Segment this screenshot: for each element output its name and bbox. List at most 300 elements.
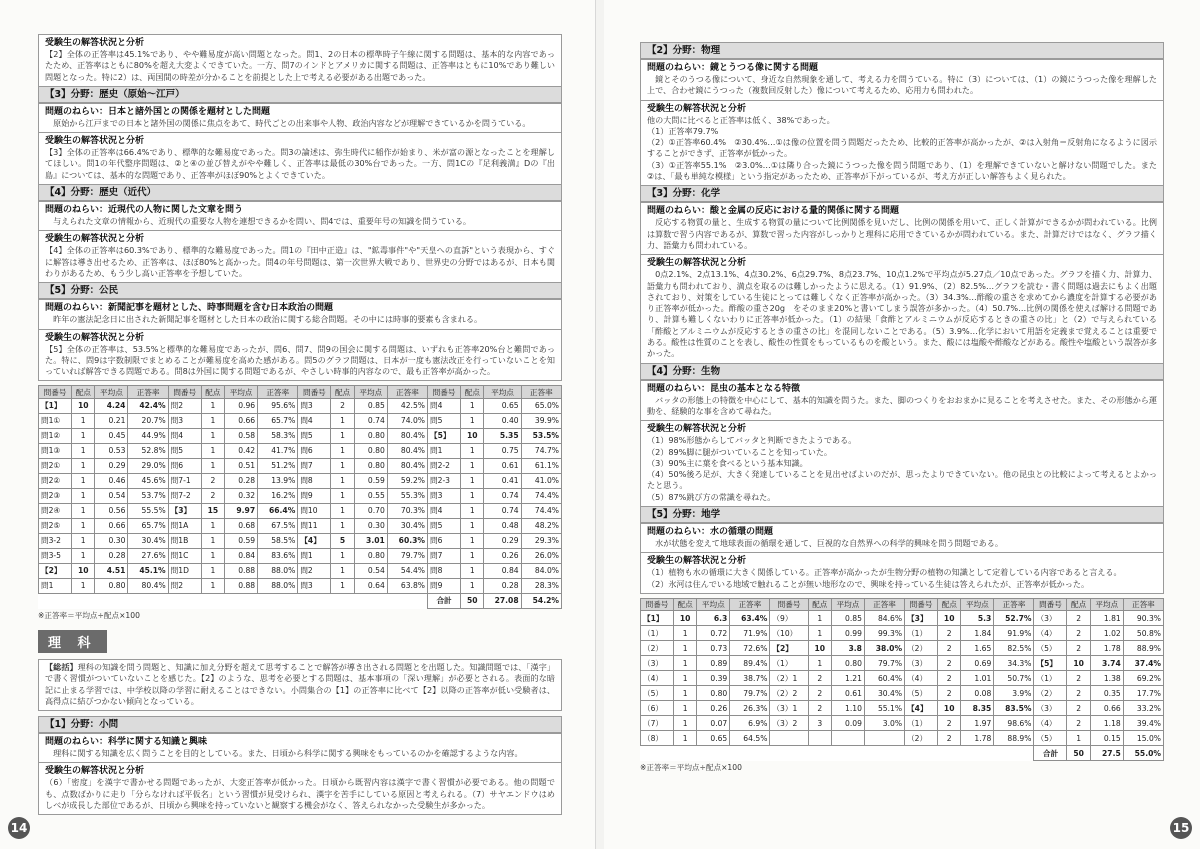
table-cell: 0.88 <box>225 578 258 593</box>
table-cell: 0.61 <box>831 686 864 701</box>
table-cell: 1 <box>461 488 484 503</box>
table-cell: 10 <box>72 563 95 578</box>
table-cell: 50.7% <box>994 671 1034 686</box>
table-cell: 問7 <box>298 458 331 473</box>
table-cell: 10 <box>1067 656 1090 671</box>
column-header: 配点 <box>201 386 224 399</box>
analysis-text: 【2】全体の正答率は45.1%であり、やや難易度が高い問題となった。問1、2の日本の標準時子午線に関する問題は、基本的な内容であったため、正答率はともに80%を超え大変よくできていた。一方、問7のインドとアメリカに関する問題は、正答率はともに10%であり難しい問題となった。特に2）は、両国間の時差が分かることを前提とした上で考える必要がある出題であった。 <box>45 49 555 82</box>
table-cell: （8） <box>641 731 674 746</box>
table-cell: 問4 <box>428 398 461 413</box>
table-cell: 1 <box>72 413 95 428</box>
section-heading: 【5】分野：地学 <box>640 507 1164 523</box>
table-cell: 13.9% <box>258 473 298 488</box>
table-cell: 1 <box>461 578 484 593</box>
table-cell: 84.6% <box>864 611 904 626</box>
table-cell: 70.3% <box>387 503 427 518</box>
page-number: 14 <box>8 817 30 839</box>
table-cell: 95.6% <box>258 398 298 413</box>
table-cell: 66.4% <box>258 503 298 518</box>
table-cell: 3.8 <box>831 641 864 656</box>
total-cell: 合計 <box>428 593 461 608</box>
table-cell <box>770 731 808 746</box>
empty-cell <box>864 746 904 761</box>
table-cell: 84.0% <box>521 563 561 578</box>
table-cell: 2 <box>938 626 961 641</box>
table-cell: 2 <box>331 398 354 413</box>
table-cell: 1 <box>461 473 484 488</box>
analysis-box <box>38 231 562 283</box>
table-cell: 問3 <box>428 488 461 503</box>
table-cell: 1 <box>201 443 224 458</box>
analysis-title: 受験生の解答状況と分析 <box>45 234 145 245</box>
table-cell: 2 <box>808 671 831 686</box>
section-heading: 【1】分野：小問 <box>38 716 562 733</box>
table-cell: 41.7% <box>258 443 298 458</box>
table-cell: 0.28 <box>484 578 521 593</box>
table-cell: 2 <box>1067 641 1090 656</box>
aim-text: 原始から江戸までの日本と諸外国の関係に焦点をあて、時代ごとの出来事や人物、政治内容などが理解できているかを問うている。 <box>53 117 531 128</box>
right-page <box>604 0 1200 849</box>
aim-title: 問題のねらい：日本と諸外国との関係を題材とした問題 <box>45 106 271 117</box>
total-cell: 合計 <box>1034 746 1067 761</box>
table-cell: （4） <box>1034 626 1067 641</box>
table-cell: 0.61 <box>484 458 521 473</box>
empty-cell <box>39 593 72 608</box>
table-row <box>39 473 562 488</box>
table-cell: 問2-2 <box>428 458 461 473</box>
table-cell: 5.35 <box>484 428 521 443</box>
table-cell: 1 <box>674 686 697 701</box>
empty-cell <box>128 593 168 608</box>
table-cell <box>831 731 864 746</box>
empty-cell <box>95 593 128 608</box>
analysis-title: 受験生の解答状況と分析 <box>647 103 747 114</box>
table-cell: 問3 <box>298 578 331 593</box>
table-cell: 5 <box>331 533 354 548</box>
table-cell: 問1 <box>298 548 331 563</box>
table-cell: 1 <box>461 458 484 473</box>
table-row <box>641 611 1164 626</box>
table-cell: 1 <box>808 626 831 641</box>
empty-cell <box>331 593 354 608</box>
aim-box <box>38 299 562 329</box>
table-cell: 1 <box>674 731 697 746</box>
table-cell: 0.51 <box>225 458 258 473</box>
aim-title: 問題のねらい：水の循環の問題 <box>647 527 774 538</box>
table-cell: 4.51 <box>95 563 128 578</box>
table-cell: 38.7% <box>730 671 770 686</box>
table-cell: （4） <box>1034 716 1067 731</box>
table-cell: 1 <box>331 503 354 518</box>
table-cell: 1 <box>201 548 224 563</box>
table-cell: （6） <box>641 701 674 716</box>
table-cell: （2）1 <box>770 671 808 686</box>
analysis-title: 受験生の解答状況と分析 <box>45 332 145 343</box>
table-cell: 8.35 <box>961 701 994 716</box>
table-row <box>39 548 562 563</box>
table-cell: 0.42 <box>225 443 258 458</box>
table-cell: 0.99 <box>831 626 864 641</box>
table-cell: 問3 <box>168 413 201 428</box>
empty-cell <box>938 746 961 761</box>
table-cell: 3.9% <box>994 686 1034 701</box>
table-cell: 2 <box>201 488 224 503</box>
table-cell: 【5】 <box>1034 656 1067 671</box>
table-row <box>39 578 562 593</box>
table-cell: 0.07 <box>697 716 730 731</box>
table-cell: 問1③ <box>39 443 72 458</box>
empty-cell <box>674 746 697 761</box>
column-header: 配点 <box>1067 598 1090 611</box>
table-cell: 20.7% <box>128 413 168 428</box>
analysis-text: 【5】全体の正答率は、53.5%と標準的な難易度であったが、問6、問7、問9の国会に関する問題は、いずれも正答率20%台と難問であった。特に、問9は字数制限でまとめることが難易度を高めた感がある。問5のグラフ問題は、日本が一度も憲法改正を行っていないことを知っていれば解答できる問題である。問8は外国に関する問題であるが、やさしい時事的内容なので、最も正答率が高かった。 <box>45 343 555 377</box>
table-cell: 【4】 <box>905 701 938 716</box>
table-cell: 1 <box>72 488 95 503</box>
table-row <box>641 686 1164 701</box>
table-cell: 0.45 <box>95 428 128 443</box>
empty-cell <box>697 746 730 761</box>
table-cell: 1 <box>461 398 484 413</box>
table-cell: 30.4% <box>864 686 904 701</box>
table-cell: 1 <box>674 626 697 641</box>
table-cell: 0.58 <box>225 428 258 443</box>
column-header: 正答率 <box>521 386 561 399</box>
total-row <box>39 593 562 608</box>
column-header: 問番号 <box>428 386 461 399</box>
table-cell: 3 <box>808 716 831 731</box>
column-header: 平均点 <box>354 386 387 399</box>
table-cell: 80.4% <box>387 428 427 443</box>
table-cell: （4） <box>905 671 938 686</box>
table-cell: 問9 <box>298 488 331 503</box>
table-cell: 1.10 <box>831 701 864 716</box>
table-row <box>39 443 562 458</box>
aim-title: 問題のねらい：新聞記事を題材とした、時事問題を含む日本政治の問題 <box>45 303 334 314</box>
table-cell: 0.69 <box>961 656 994 671</box>
table-cell: 問5 <box>428 518 461 533</box>
table-cell: （1） <box>1034 671 1067 686</box>
table-cell: 2 <box>1067 611 1090 626</box>
table-cell: 0.80 <box>354 458 387 473</box>
table-cell: 2 <box>1067 716 1090 731</box>
table-header-row <box>39 386 562 399</box>
aim-title: 問題のねらい：鏡とうつる像に関する問題 <box>647 63 819 73</box>
table-cell: 【4】 <box>298 533 331 548</box>
table-row <box>39 413 562 428</box>
total-cell: 55.0% <box>1123 746 1163 761</box>
table-cell: 0.85 <box>831 611 864 626</box>
table-cell: 79.7% <box>730 686 770 701</box>
table-cell: 28.3% <box>521 578 561 593</box>
table-row <box>641 731 1164 746</box>
page-number: 15 <box>1170 817 1192 839</box>
table-cell: 【3】 <box>905 611 938 626</box>
table-cell: 42.5% <box>387 398 427 413</box>
table-cell: 1 <box>331 428 354 443</box>
table-cell: 問1① <box>39 413 72 428</box>
summary-label: 【総括】 <box>45 661 78 672</box>
column-header: 問番号 <box>1034 598 1067 611</box>
table-cell: 【1】 <box>39 398 72 413</box>
table-cell: 71.9% <box>730 626 770 641</box>
table-cell: 48.2% <box>521 518 561 533</box>
table-cell: 0.29 <box>484 533 521 548</box>
empty-cell <box>994 746 1034 761</box>
table-cell: 2 <box>938 671 961 686</box>
table-cell: 83.5% <box>994 701 1034 716</box>
table-cell: 45.1% <box>128 563 168 578</box>
left-column <box>38 34 562 815</box>
table-cell: 1.78 <box>961 731 994 746</box>
table-cell: 0.28 <box>225 473 258 488</box>
analysis-box <box>38 763 562 815</box>
table-cell: 91.9% <box>994 626 1034 641</box>
table-cell: 65.0% <box>521 398 561 413</box>
analysis-box <box>38 330 562 382</box>
table-cell: 問4 <box>428 503 461 518</box>
left-page <box>0 0 596 849</box>
table-cell: 55.3% <box>387 488 427 503</box>
table-cell: 42.4% <box>128 398 168 413</box>
table-cell: 41.0% <box>521 473 561 488</box>
table-cell: 65.7% <box>128 518 168 533</box>
table-cell: （2） <box>905 641 938 656</box>
table-cell: 問4 <box>168 428 201 443</box>
table-cell: 4.24 <box>95 398 128 413</box>
table-cell: 39.4% <box>1123 716 1163 731</box>
column-header: 正答率 <box>864 598 904 611</box>
table-cell: 0.64 <box>354 578 387 593</box>
table-cell: 0.75 <box>484 443 521 458</box>
empty-cell <box>354 593 387 608</box>
table-cell: 1.38 <box>1090 671 1123 686</box>
empty-cell <box>770 746 808 761</box>
table-cell: 3.0% <box>864 716 904 731</box>
table-cell: 10 <box>72 398 95 413</box>
table-cell: （3） <box>905 656 938 671</box>
empty-cell <box>72 593 95 608</box>
table-cell: 問6 <box>168 458 201 473</box>
table-cell: 0.85 <box>354 398 387 413</box>
column-header: 平均点 <box>831 598 864 611</box>
table-cell: （1） <box>905 716 938 731</box>
table-cell: 74.4% <box>521 488 561 503</box>
column-header: 正答率 <box>387 386 427 399</box>
table-cell: 1 <box>201 563 224 578</box>
table-cell: 1 <box>331 563 354 578</box>
empty-cell <box>168 593 201 608</box>
table-cell: 2 <box>201 473 224 488</box>
table-cell: 58.5% <box>258 533 298 548</box>
table-cell: 63.8% <box>387 578 427 593</box>
table-cell: 問2② <box>39 473 72 488</box>
table-cell: 0.39 <box>697 671 730 686</box>
analysis-title: 受験生の解答状況と分析 <box>45 766 145 777</box>
table-cell: 98.6% <box>994 716 1034 731</box>
table-cell: 1 <box>331 413 354 428</box>
table-cell: 問10 <box>298 503 331 518</box>
science-score-table <box>640 598 1164 762</box>
column-header: 正答率 <box>128 386 168 399</box>
table-cell: 0.66 <box>95 518 128 533</box>
aim-text: バッタの形態上の特徴を中心にして、基本的知識を問うた。また、脚のつくりをおおまかに見ることを考えさせた。また、その形態から運動を、経験的な事を含めて尋ねた。 <box>647 394 1157 416</box>
table-cell: 1 <box>201 428 224 443</box>
column-header: 問番号 <box>298 386 331 399</box>
aim-box <box>38 103 562 133</box>
table-cell: 61.1% <box>521 458 561 473</box>
table-cell: 64.5% <box>730 731 770 746</box>
table-cell: （2） <box>905 731 938 746</box>
aim-text: 与えられた文章の情報から、近現代の重要な人物を連想できるかを問い、問4では、重要年号の知識を問うている。 <box>53 216 472 227</box>
table-cell <box>808 731 831 746</box>
table-cell: 6.9% <box>730 716 770 731</box>
table-cell: 問1B <box>168 533 201 548</box>
table-row <box>39 398 562 413</box>
aim-box <box>640 380 1164 422</box>
empty-cell <box>730 746 770 761</box>
table-cell: （3） <box>1034 701 1067 716</box>
table-cell: 問8 <box>298 473 331 488</box>
total-cell: 54.2% <box>521 593 561 608</box>
table-cell: 45.6% <box>128 473 168 488</box>
table-cell: 0.84 <box>484 563 521 578</box>
table-cell: 30.4% <box>128 533 168 548</box>
table-cell: 0.15 <box>1090 731 1123 746</box>
table-cell: 0.80 <box>95 578 128 593</box>
table-cell: 99.3% <box>864 626 904 641</box>
table-cell: 6.3 <box>697 611 730 626</box>
aim-text: 理科に関する知識を広く問うことを目的としている。また、日頃から科学に関する興味をもっているのかを確認するような内容。 <box>53 748 523 759</box>
column-header: 問番号 <box>641 598 674 611</box>
column-header: 平均点 <box>225 386 258 399</box>
table-cell: 問2③ <box>39 488 72 503</box>
table-cell: 1 <box>808 611 831 626</box>
table-cell: 90.3% <box>1123 611 1163 626</box>
table-cell: 29.3% <box>521 533 561 548</box>
column-header: 配点 <box>938 598 961 611</box>
column-header: 問番号 <box>168 386 201 399</box>
table-cell: 0.89 <box>697 656 730 671</box>
aim-box <box>640 202 1164 255</box>
column-header: 配点 <box>808 598 831 611</box>
table-cell: 0.74 <box>354 413 387 428</box>
table-cell: 69.2% <box>1123 671 1163 686</box>
table-cell: 問2 <box>168 578 201 593</box>
table-cell: 1 <box>331 488 354 503</box>
table-cell: 0.84 <box>225 548 258 563</box>
table-cell: 問2 <box>298 563 331 578</box>
table-cell: 0.66 <box>225 413 258 428</box>
table-cell: 88.0% <box>258 578 298 593</box>
table-cell: 10 <box>938 701 961 716</box>
table-cell: 1 <box>461 533 484 548</box>
table-cell: 問1 <box>39 578 72 593</box>
table-cell: 2 <box>808 686 831 701</box>
table-row <box>641 656 1164 671</box>
table-cell: 0.55 <box>354 488 387 503</box>
table-cell: 0.80 <box>354 428 387 443</box>
table-cell: 52.8% <box>128 443 168 458</box>
table-cell: 0.28 <box>95 548 128 563</box>
column-header: 問番号 <box>905 598 938 611</box>
table-cell <box>864 731 904 746</box>
column-header: 平均点 <box>1090 598 1123 611</box>
table-cell: 問6 <box>298 443 331 458</box>
aim-box <box>38 201 562 231</box>
table-cell: 1 <box>72 443 95 458</box>
table-cell: 問11 <box>298 518 331 533</box>
table-cell: 1 <box>201 578 224 593</box>
analysis-title: 受験生の解答状況と分析 <box>647 258 747 269</box>
table-cell: 【3】 <box>168 503 201 518</box>
table-cell: 1 <box>201 398 224 413</box>
table-cell: 問1D <box>168 563 201 578</box>
table-cell: 1 <box>461 518 484 533</box>
table-cell: （4） <box>641 671 674 686</box>
table-row <box>39 518 562 533</box>
table-cell: 88.9% <box>994 731 1034 746</box>
analysis-text: （1）98%形態からしてバッタと判断できたようである。 （2）89%脚に腿がついていることを知っていた。 （3）90%主に葉を食べるという基本知識。 （4）50%後ろ足が、大きく発達していることを見出せばよいのだが、思ったよりできていない。他の昆虫との比較によって考えるとよかったと思う。 （5）87%跳び方の常識を尋ねた。 <box>647 435 1157 502</box>
column-header: 配点 <box>72 386 95 399</box>
table-cell: 0.48 <box>484 518 521 533</box>
analysis-text: 【3】全体の正答率は66.4%であり、標準的な難易度であった。問3の論述は、弥生時代に稲作が始まり、米が富の源となったことを理解してほしい。問1の年代整序問題は、②と④の並び替えがやや難しく、正答率は最低の30%台であった。一方、問1Cの『足利義満』Dの『出島』については、基本的な問題であり、正答率がほぼ90%とよくできていた。 <box>45 147 555 180</box>
table-cell: 79.7% <box>864 656 904 671</box>
table-cell: （3） <box>1034 611 1067 626</box>
table-cell: 10 <box>808 641 831 656</box>
table-cell: 58.3% <box>258 428 298 443</box>
social-score-table <box>38 385 562 609</box>
table-cell: 1.02 <box>1090 626 1123 641</box>
table-cell: 55.1% <box>864 701 904 716</box>
table-cell: 0.53 <box>95 443 128 458</box>
table-cell: 60.4% <box>864 671 904 686</box>
table-cell: 50.8% <box>1123 626 1163 641</box>
table-cell: （5） <box>905 686 938 701</box>
aim-text: 水が状態を変えて地球表面の循環を通して、巨視的な自然界への科学的興味を問う問題である。 <box>655 538 1003 549</box>
table-cell: 1 <box>461 503 484 518</box>
table-cell: 89.4% <box>730 656 770 671</box>
table-cell: 1 <box>72 578 95 593</box>
analysis-text: （6）「密度」を漢字で書かせる問題であったが、大変正答率が低かった。日頃から既習内容は漢字で書く習慣が必要である。他の問題でも、点数ばかりに走り「分らなければ平仮名」という習慣が見受けられ、漢字を苦手にしている原因と考えられる。（7）サヤエンドウはめしべが成長した部位であるが、日頃から興味を持っていないと観察する機会がなく、答えられなかった受験生が多かった。 <box>45 777 555 811</box>
table-row <box>641 626 1164 641</box>
table-cell: 15.0% <box>1123 731 1163 746</box>
table-cell: 1 <box>331 548 354 563</box>
table-cell: （2）2 <box>770 686 808 701</box>
analysis-box <box>640 255 1164 363</box>
table-cell: 2 <box>1067 686 1090 701</box>
table-cell: 80.4% <box>387 443 427 458</box>
table-cell: （9） <box>770 611 808 626</box>
table-row <box>641 641 1164 656</box>
table-row <box>39 503 562 518</box>
column-header: 平均点 <box>961 598 994 611</box>
table-cell: 問3-2 <box>39 533 72 548</box>
right-column <box>640 42 1164 772</box>
aim-box <box>640 523 1164 553</box>
table-cell: 53.5% <box>521 428 561 443</box>
empty-cell <box>808 746 831 761</box>
table-cell: 33.2% <box>1123 701 1163 716</box>
table-cell: 1 <box>201 413 224 428</box>
empty-cell <box>905 746 938 761</box>
table-cell: 30.4% <box>387 518 427 533</box>
analysis-text: 他の大問に比べると正答率は低く、38%であった。 （1）正答率79.7% （2）①正答率60.4% ②30.4%…①は像の位置を問う問題だったため、比較的正答率が高かったが、②は入射角＝反射角になるように図示することができず、正答率が低かった。 （3）①正答率55.1% ②3.0%…①は隣り合った鏡にうつった像を問う問題であり、（1）を理解できていないと解けない問題でした。また②は、「最も単純な模様」という指定があったため、正答率が下がっているが、考え方が正しい解答もよく見られた。 <box>647 114 1157 182</box>
table-cell: 0.30 <box>95 533 128 548</box>
table-cell: 問8 <box>428 563 461 578</box>
table-cell: 問2-3 <box>428 473 461 488</box>
table-cell: （5） <box>1034 641 1067 656</box>
aim-title: 問題のねらい：科学に関する知識と興味 <box>45 737 208 748</box>
